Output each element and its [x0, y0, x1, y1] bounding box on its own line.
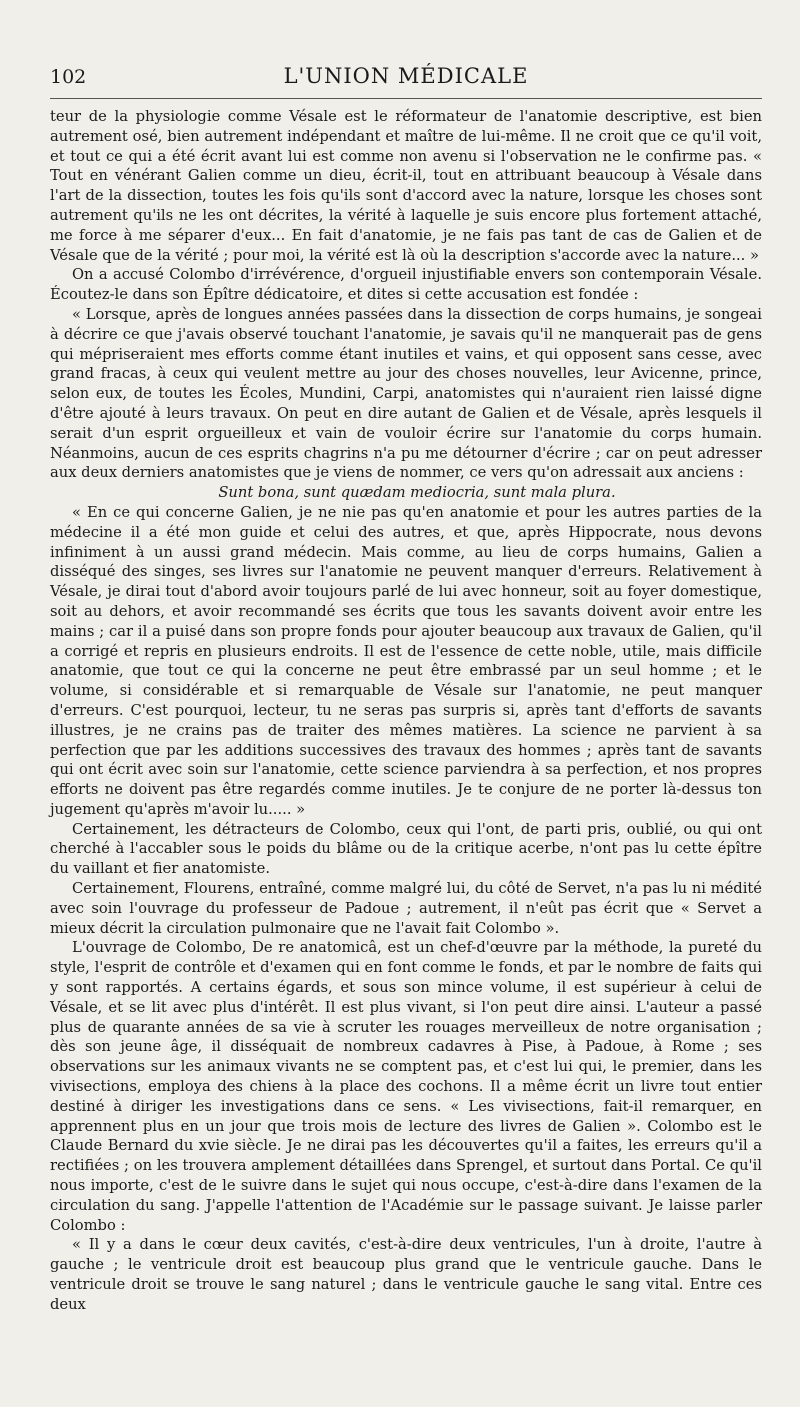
paragraph: teur de la physiologie comme Vésale est le réformateur de l'anatomie descriptive, est bien autrement osé, bien autrement indépendant et maître de lui-même. Il ne croit que ce qu'il voit, et tout ce qui a été écrit avant lui est comme non avenu si l'observation ne le confirme pas. « Tout en vénérant Galien comme un dieu, écrit-il, tout en attribuant beaucoup à Vésale dans l'art de la dissection, toutes les fois qu'ils sont d'accord avec la nature, lorsque les choses sont autrement qu'ils ne les ont décrites, la vérité à laquelle je suis encore plus fortement attaché, me force à me séparer d'eux... En fait d'anatomie, je ne fais pas tant de cas de Galien et de Vésale que de la vérité ; pour moi, la vérité est là où la description s'accorde avec la nature... » — [50, 108, 762, 264]
paragraph: « En ce qui concerne Galien, je ne nie pas qu'en anatomie et pour les autres parties de la médecine il a été mon guide et celui des autres, et que, après Hippocrate, nous devons infiniment à un aussi grand médecin. Mais comme, au lieu de corps humains, Galien a disséqué des singes, ses livres sur l'anatomie ne peuvent manquer d'erreurs. Relativement à Vésale, je dirai tout d'abord avoir toujours parlé de lui avec honneur, soit au foyer domestique, soit au dehors, et avoir recommandé ses écrits que tous les savants doivent avoir entre les mains ; car il a puisé dans son propre fonds pour ajouter beaucoup aux travaux de Galien, qu'il a corrigé et repris en plusieurs endroits. Il est de l'essence de cette noble, utile, mais difficile anatomie, que tout ce qui la concerne ne peut être embrassé par un seul homme ; et le volume, si considérable et si remarquable de Vésale sur l'anatomie, ne peut manquer d'erreurs. C'est pourquoi, lecteur, tu ne seras pas surpris si, après tant d'efforts de savants illustres, je ne crains pas de traiter des mêmes matières. La science ne parvient à sa perfection que par les additions successives des travaux des hommes ; après tant de savants qui ont écrit avec soin sur l'anatomie, cette science parviendra à sa perfection, et nos propres efforts ne doivent pas être regardés comme inutiles. Je te conjure de ne porter là-dessus ton jugement qu'après m'avoir lu..... » — [50, 503, 762, 818]
paragraph: « Il y a dans le cœur deux cavités, c'est-à-dire deux ventricules, l'un à droite, l'autre à gauche ; le ventricule droit est beaucoup plus grand que le ventricule gauche. Dans le ventricule droit se trouve le sang naturel ; dans le ventricule gauche le sang vital. Entre ces deux — [50, 1236, 762, 1313]
journal-title: L'UNION MÉDICALE — [283, 64, 529, 88]
page-number: 102 — [50, 66, 87, 88]
page-header — [50, 58, 762, 99]
paragraph: Certainement, Flourens, entraîné, comme malgré lui, du côté de Servet, n'a pas lu ni médité avec soin l'ouvrage du professeur de Padoue ; autrement, il n'eût pas écrit que « Servet a mieux décrit la circulation pulmonaire que ne l'avait fait Colombo ». — [50, 880, 762, 937]
article-body — [50, 107, 762, 1315]
latin-verse: Sunt bona, sunt quædam mediocria, sunt mala plura. — [218, 484, 616, 502]
paragraph: « Lorsque, après de longues années passées dans la dissection de corps humains, je songeai à décrire ce que j'avais observé touchant l'anatomie, je savais qu'il ne manquerait pas de gens qui mépriseraient mes efforts comme étant inutiles et vains, et qui opposent sans cesse, avec grand fracas, à ceux qui veulent mettre au jour des choses nouvelles, leur Avicenne, prince, selon eux, de toutes les Écoles, Mundini, Carpi, anatomistes qui n'auraient rien laissé digne d'être ajouté à leurs travaux. On peut en dire autant de Galien et de Vésale, après lesquels il serait d'un esprit orgueilleux et vain de vouloir écrire sur l'anatomie du corps humain. Néanmoins, aucun de ces esprits chagrins n'a pu me détourner d'écrire ; car on peut adresser aux deux derniers anatomistes que je viens de nommer, ce vers qu'on adressait aux anciens : — [50, 305, 762, 482]
paragraph: Certainement, les détracteurs de Colombo, ceux qui l'ont, de parti pris, oublié, ou qui ont cherché à l'accabler sous le poids du blâme ou de la critique acerbe, n'ont pas lu cette épître du vaillant et fier anatomiste. — [50, 820, 762, 878]
paragraph: L'ouvrage de Colombo, De re anatomicâ, est un chef-d'œuvre par la méthode, la pureté du style, l'esprit de contrôle et d'examen qui en font comme le fonds, et par le nombre de faits qui y sont rapportés. A certains égards, et sous son mince volume, il est supérieur à celui de Vésale, et se lit avec plus d'intérêt. Il est plus vivant, si l'on peut dire ainsi. L'auteur a passé plus de quarante années de sa vie à scruter les rouages merveilleux de notre organisation ; dès son jeune âge, il disséquait de nombreux cadavres à Pise, à Padoue, à Rome ; ses observations sur les animaux vivants ne se comptent pas, et c'est lui qui, le premier, dans les vivisections, employa des chiens à la place des cochons. Il a même écrit un livre tout entier destiné à diriger les investigations dans ce sens. « Les vivisections, fait-il remarquer, en apprennent plus en un jour que trois mois de lecture des livres de Galien ». Colombo est le Claude Bernard du xvie siècle. Je ne dirai pas les découvertes qu'il a faites, les erreurs qu'il a rectifiées ; on les trouvera amplement détaillées dans Sprengel, et surtout dans Portal. Ce qu'il nous importe, c'est de le suivre dans le sujet qui nous occupe, c'est-à-dire dans l'examen de la circulation du sang. J'appelle l'attention de l'Académie sur le passage suivant. Je laisse parler Colombo : — [50, 939, 762, 1234]
paragraph: On a accusé Colombo d'irrévérence, d'orgueil injustifiable envers son contemporain Vésale. Écoutez-le dans son Épître dédicatoire, et dites si cette accusation est fondée : — [50, 266, 762, 304]
